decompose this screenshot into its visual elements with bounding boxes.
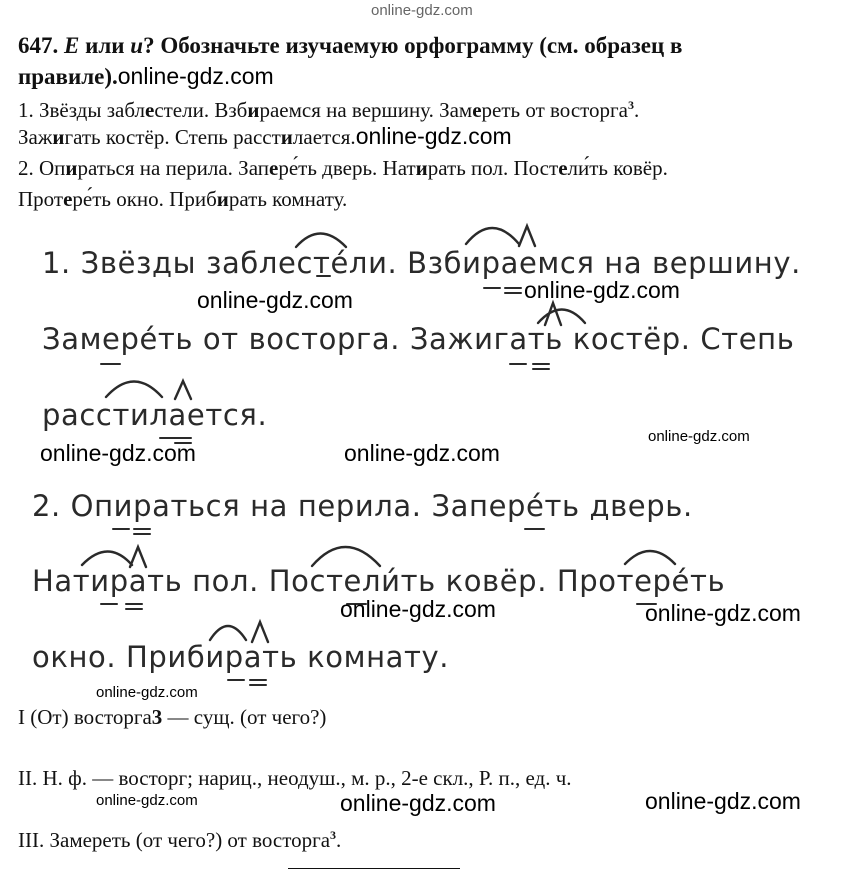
footnote-mark: 3 [151,705,163,729]
highlighted-letter: и [216,187,229,211]
highlighted-letter: е [63,187,73,211]
text: ли́ть ковёр. [567,156,668,180]
text: I (От) восторга [18,705,152,729]
watermark: online-gdz.com [340,596,496,622]
watermark: online-gdz.com [117,63,274,89]
watermark: online-gdz.com [645,600,801,626]
highlighted-letter: е [269,156,279,180]
text: рать пол. Пост [427,156,559,180]
text: — сущ. (от чего?) [162,705,327,729]
handwritten-line-6: окно. Прибирать комнату. [32,640,450,674]
task-instruction: ? Обозначьте изучаемую орфограмму (см. образец в [143,33,683,58]
analysis-line-1 [18,705,326,730]
watermark: online-gdz.com [40,440,196,466]
watermark: online-gdz.com [96,792,198,809]
watermark: online-gdz.com [645,788,801,814]
watermark: online-gdz.com [524,277,680,303]
highlighted-letter: е [472,98,482,122]
text: . [336,828,342,852]
text: лается. [292,125,356,149]
task-instruction-end: правиле). [18,64,118,89]
footnote-mark: 3 [330,828,337,842]
text: . [633,98,640,122]
highlighted-letter: е [144,98,155,122]
ending-caret [252,622,268,642]
highlighted-letter: и [280,125,293,149]
root-arc [625,551,675,564]
watermark: online-gdz.com [344,440,500,466]
handwritten-line-5: Натирать пол. Постели́ть ковёр. Протере́ть [32,564,726,598]
footnote-rule [288,868,460,869]
analysis-line-3 [18,828,341,853]
ending-caret [175,381,191,399]
ending-caret [130,547,146,567]
text: ре́ть окно. Приб [72,187,217,211]
text: 2. Оп [18,156,66,180]
task-letter-i: и [130,33,144,58]
task-letter-e: Е [64,33,80,58]
handwritten-line-4: 2. Опираться на перила. Запере́ть дверь. [32,489,693,523]
text: раться на перила. Зап [77,156,269,180]
analysis-line-2: II. Н. ф. — восторг; нариц., неодуш., м. р., 2-е скл., Р. п., ед. ч. [18,766,572,790]
footnote-mark: 3 [627,98,634,112]
watermark: online-gdz.com [340,790,496,816]
task-number: 647. [18,33,59,58]
root-arc [538,310,585,324]
text: гать костёр. Степь расст [64,125,281,149]
task-or: или [85,33,125,58]
root-arc [466,228,519,244]
text: раемся на вершину. Зам [259,98,473,122]
root-arc [106,382,162,398]
highlighted-letter: и [52,125,65,149]
text: рать комнату. [228,187,348,211]
text: Заж [18,125,53,149]
highlighted-letter: е [558,156,568,180]
watermark: online-gdz.com [355,123,512,149]
highlighted-letter: и [65,156,78,180]
root-arc [210,626,246,640]
text: Прот [18,187,64,211]
handwritten-line-2: Замере́ть от восторга. Зажигать костёр. Степь [42,322,795,356]
handwritten-line-1: 1. Звёзды заблесте́ли. Взбираемся на вершину. [42,246,801,280]
text: III. Замереть (от чего?) от восторга [18,828,331,852]
text: ре́ть дверь. Нат [278,156,416,180]
watermark: online-gdz.com [197,287,353,313]
root-arc [296,234,346,248]
text: стели. Взб [154,98,248,122]
root-arc [312,547,380,566]
watermark: online-gdz.com [648,428,750,445]
text: 1. Звёзды забл [18,98,145,122]
root-arc [82,552,132,566]
ending-caret [519,226,535,246]
handwritten-line-3: расстилается. [42,398,268,432]
watermark [700,846,707,847]
text: реть от восторга [481,98,628,122]
watermark: online-gdz.com [96,684,198,701]
header-watermark: online-gdz.com [371,2,473,19]
highlighted-letter: и [415,156,428,180]
highlighted-letter: и [247,98,260,122]
